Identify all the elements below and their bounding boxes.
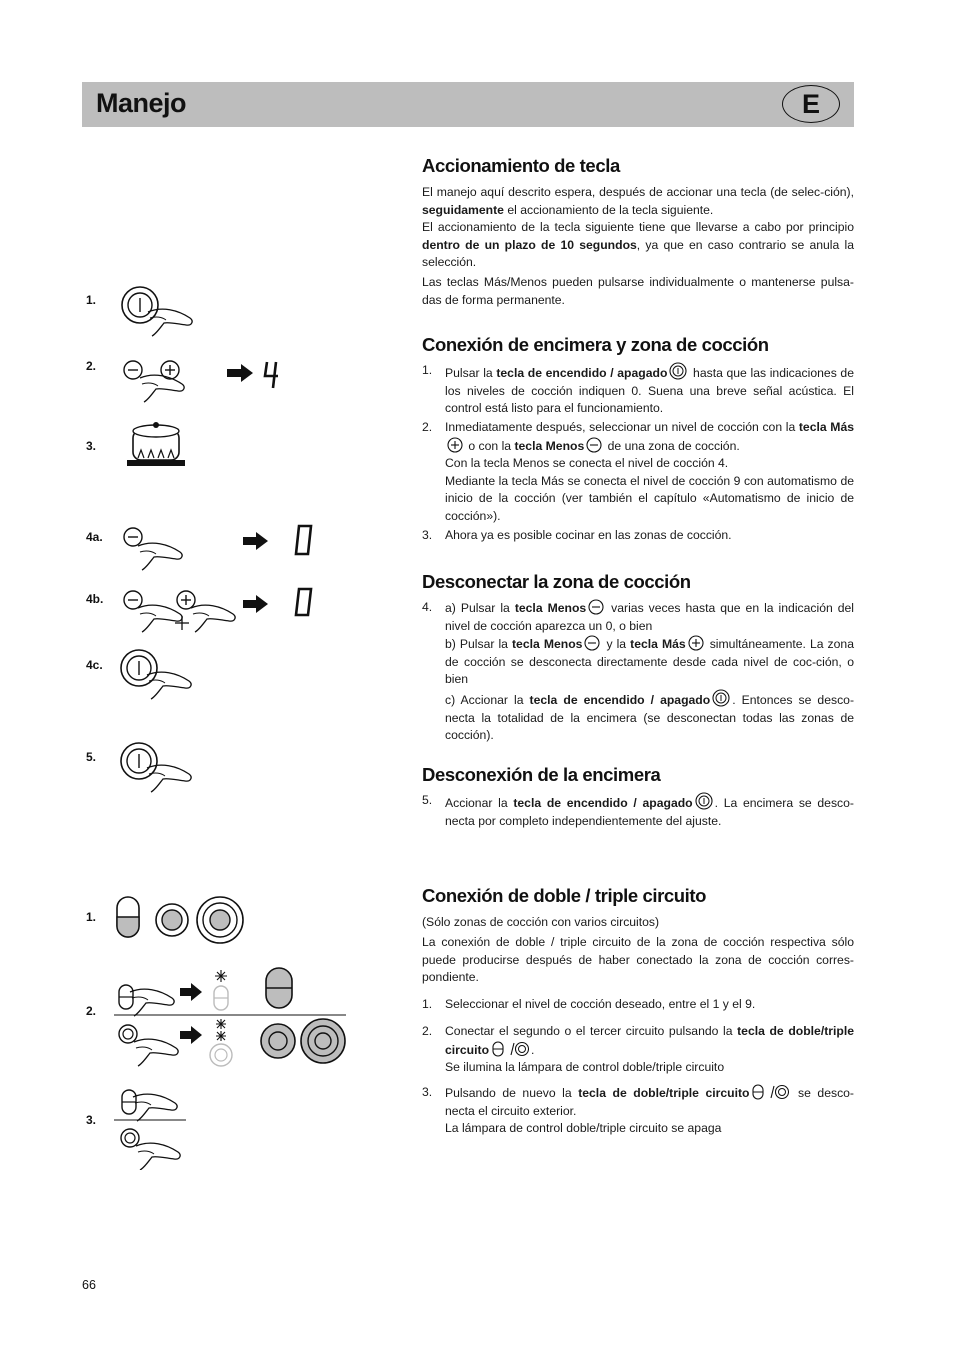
paragraph bbox=[422, 914, 854, 932]
triple-circuit-key-icon bbox=[119, 1025, 137, 1043]
text-run: El manejo aquí descrito espera, después de accionar una tecla (de selec-ción), bbox=[422, 185, 854, 199]
plus-key-icon bbox=[177, 591, 195, 609]
dual-circuit-zone-on-icon bbox=[266, 968, 292, 1008]
plus-key-icon bbox=[688, 635, 704, 651]
text-run: de una zona de cocción. bbox=[604, 438, 740, 453]
text-run: Accionar la bbox=[445, 796, 514, 810]
section-title-doble-triple-circuito: Conexión de doble / triple circuito bbox=[422, 885, 707, 906]
item-number: 4. bbox=[422, 600, 433, 614]
header-banner bbox=[82, 82, 854, 127]
text-run: b) Pulsar la bbox=[445, 637, 512, 652]
text-run: , ya que en caso contrario se anula la selección. bbox=[422, 237, 854, 270]
minus-key-icon bbox=[586, 437, 602, 453]
plus-key-icon bbox=[447, 437, 463, 453]
item-number: 3. bbox=[422, 1085, 433, 1099]
text-run: Con la tecla Menos se conecta el nivel de cocción 4. bbox=[445, 456, 729, 471]
figure-step-label: 2. bbox=[86, 1004, 97, 1018]
list-item bbox=[422, 1023, 854, 1077]
figure-step-label: 5. bbox=[86, 750, 97, 764]
text-run: varias veces hasta que en la indicación del nivel de cocción aparezca un 0, o bien bbox=[445, 601, 855, 633]
minus-key-icon bbox=[124, 528, 142, 546]
section-title-desconexion-encimera: Desconexión de la encimera bbox=[422, 764, 661, 785]
text-run: Mediante la tecla Más se conecta el nivel de cocción 9 con automatismo de inicio de la cocción (ver también el capítulo «Automatismo de inicio de cocción»). bbox=[445, 473, 854, 523]
arrow-right-icon bbox=[227, 364, 253, 382]
bold-run: tecla de doble/triple circuito bbox=[445, 1024, 854, 1057]
finger-icon bbox=[134, 1039, 178, 1066]
arrow-right-icon bbox=[180, 1026, 202, 1044]
bold-run: dentro de un plazo de 10 segundos bbox=[422, 237, 637, 252]
dual-circuit-zone-icon bbox=[117, 897, 139, 937]
text-run: se desco-necta el circuito exterior. bbox=[445, 1086, 854, 1118]
bold-run: tecla de encendido / apagado bbox=[496, 366, 668, 380]
power-key-icon bbox=[695, 792, 713, 810]
display-digit-zero-icon bbox=[296, 526, 311, 554]
text-run: Ahora ya es posible cocinar en las zonas de cocción. bbox=[445, 528, 732, 542]
item-number: 1. bbox=[422, 997, 433, 1011]
arrow-right-icon bbox=[180, 983, 202, 1001]
text-run: simultáneamente. La zona de cocción se desconecta directamente desde cada nivel de coc-ción, o bien bbox=[445, 637, 854, 687]
item-number: 1. bbox=[422, 363, 433, 377]
text-run: Seleccionar el nivel de cocción deseado, entre el 1 y el 9. bbox=[445, 997, 756, 1011]
control-lamp-on-icon bbox=[210, 1019, 232, 1066]
text-run: Pulsar la bbox=[445, 366, 497, 380]
bold-run: tecla Más bbox=[630, 637, 686, 652]
section-title-desconectar-zona: Desconectar la zona de cocción bbox=[422, 571, 691, 592]
list-item bbox=[422, 792, 854, 830]
page-number: 66 bbox=[82, 1278, 96, 1292]
section-title-accionamiento: Accionamiento de tecla bbox=[422, 155, 620, 176]
list-item bbox=[422, 996, 854, 1014]
bold-run: tecla de encendido / apagado bbox=[529, 692, 711, 707]
display-digit-zero-icon bbox=[296, 589, 311, 615]
figure-step-label: 1. bbox=[86, 293, 97, 307]
triple-circuit-zone-icon bbox=[197, 897, 243, 943]
text-run: y la bbox=[602, 637, 631, 652]
minus-key-icon bbox=[124, 591, 142, 609]
figure-step-label: 2. bbox=[86, 359, 97, 373]
text-run: hasta que las indicaciones de los niveles de cocción indiquen 0. Suena una breve señal acústica. El control está listo para el funcionamiento. bbox=[445, 366, 854, 416]
finger-icon bbox=[136, 1143, 180, 1170]
text-run: La conexión de doble / triple circuito de la zona de cocción respectiva sólo puede producirse después de haber conectado la zona de cocción corres-pondiente. bbox=[422, 935, 854, 985]
finger-icon bbox=[191, 605, 235, 632]
dual-triple-circuit-key-icon bbox=[751, 1084, 789, 1100]
triple-circuit-key-icon bbox=[121, 1129, 139, 1147]
figure-step-label: 3. bbox=[86, 439, 97, 453]
figure-step-label: 1. bbox=[86, 910, 97, 924]
cooking-pot-icon bbox=[127, 422, 185, 466]
text-run: (Sólo zonas de cocción con varios circuitos) bbox=[422, 915, 660, 929]
finger-icon bbox=[133, 1094, 177, 1121]
display-digit-four-icon bbox=[265, 362, 278, 388]
finger-icon bbox=[140, 375, 184, 402]
text-run: . bbox=[531, 1042, 535, 1057]
text-run: . Entonces se desco-necta la totalidad de la encimera (se desconectan todas las zonas de cocción). bbox=[445, 692, 855, 743]
minus-key-icon bbox=[584, 635, 600, 651]
plus-sign-icon bbox=[175, 616, 189, 630]
item-number: 2. bbox=[422, 1024, 433, 1038]
text-run: Se ilumina la lámpara de control doble/triple circuito bbox=[445, 1060, 725, 1075]
triple-circuit-zone-on-icon bbox=[301, 1019, 345, 1063]
figure-step-label: 4b. bbox=[86, 592, 104, 606]
operation-illustrations bbox=[100, 270, 370, 1170]
power-key-icon bbox=[712, 689, 730, 707]
list-item bbox=[422, 419, 854, 526]
text-run: o con la bbox=[465, 438, 515, 453]
minus-key-icon bbox=[588, 599, 604, 615]
paragraph bbox=[422, 184, 854, 219]
text-run: Conectar el segundo o el tercer circuito pulsando la bbox=[445, 1024, 738, 1038]
bold-run: tecla Menos bbox=[512, 637, 583, 652]
minus-key-icon bbox=[124, 361, 142, 379]
bold-run: tecla de doble/triple circuito bbox=[578, 1086, 750, 1100]
text-run: el accionamiento de la tecla siguiente. bbox=[503, 202, 714, 217]
arrow-right-icon bbox=[243, 532, 268, 550]
text-run: c) Accionar la bbox=[445, 692, 530, 707]
finger-icon bbox=[130, 989, 174, 1016]
list-item bbox=[422, 362, 854, 418]
text-run: La lámpara de control doble/triple circuito se apaga bbox=[445, 1121, 722, 1136]
finger-icon bbox=[138, 543, 182, 570]
paragraph bbox=[422, 934, 854, 987]
section-title-conexion-encimera: Conexión de encimera y zona de cocción bbox=[422, 334, 769, 355]
bold-run: tecla de encendido / apagado bbox=[513, 796, 693, 810]
arrow-right-icon bbox=[243, 595, 268, 613]
list-item bbox=[422, 527, 854, 545]
text-run: Las teclas Más/Menos pueden pulsarse individualmente o mantenerse pulsa-das de forma permanente. bbox=[422, 275, 854, 307]
list-item bbox=[422, 599, 854, 745]
figure-step-label: 4c. bbox=[86, 658, 103, 672]
item-number: 3. bbox=[422, 528, 433, 542]
single-circuit-zone-icon bbox=[156, 904, 188, 936]
bold-run: seguidamente bbox=[422, 202, 504, 217]
bold-run: tecla Menos bbox=[514, 438, 585, 453]
control-lamp-on-icon bbox=[214, 970, 228, 1010]
figure-step-label: 4a. bbox=[86, 530, 103, 544]
bold-run: tecla Menos bbox=[514, 601, 587, 615]
text-run: a) Pulsar la bbox=[445, 601, 515, 615]
text-run: . La encimera se desco-necta por completo independientemente del ajuste. bbox=[445, 796, 854, 828]
text-run: Pulsando de nuevo la bbox=[445, 1086, 579, 1100]
dual-circuit-key-icon bbox=[122, 1090, 136, 1114]
text-run: Inmediatamente después, seleccionar un nivel de cocción con la bbox=[445, 420, 799, 434]
page-title: Manejo bbox=[96, 88, 187, 118]
item-number: 5. bbox=[422, 793, 433, 807]
paragraph bbox=[422, 274, 854, 309]
power-key-icon bbox=[669, 362, 687, 380]
dual-triple-circuit-key-icon bbox=[491, 1041, 529, 1057]
figure-step-label: 3. bbox=[86, 1113, 97, 1127]
item-number: 2. bbox=[422, 420, 433, 434]
language-badge: E bbox=[782, 85, 840, 123]
list-item bbox=[422, 1084, 854, 1138]
paragraph bbox=[422, 219, 854, 272]
finger-icon bbox=[138, 605, 182, 632]
text-run: El accionamiento de la tecla siguiente tiene que llevarse a cabo por principio bbox=[422, 220, 854, 234]
dual-circuit-zone-on-icon bbox=[261, 1024, 295, 1058]
dual-circuit-key-icon bbox=[119, 985, 133, 1009]
bold-run: tecla Más bbox=[798, 420, 854, 434]
